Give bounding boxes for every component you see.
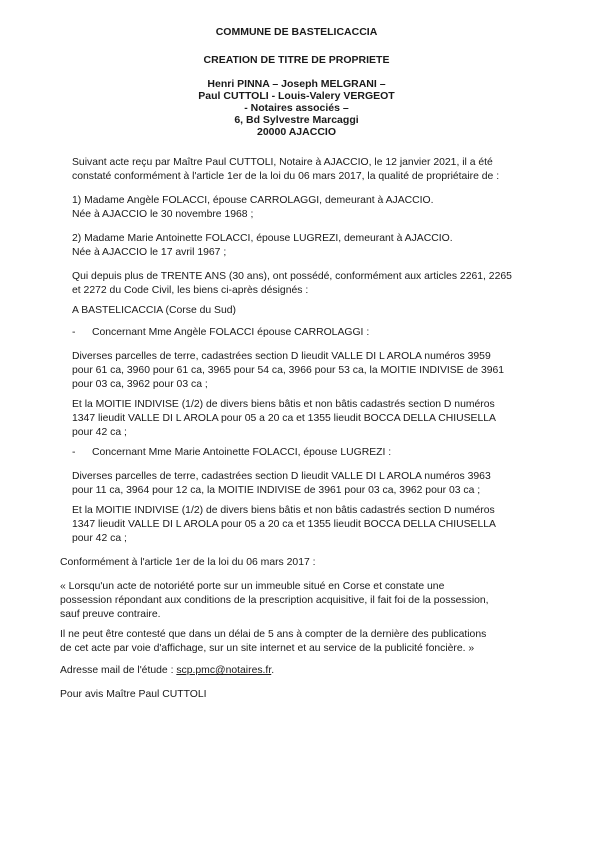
- text-line: « Lorsqu'un acte de notoriété porte sur un immeuble situé en Corse et constate une: [60, 581, 445, 592]
- text-line: pour 42 ca ;: [72, 426, 127, 438]
- email-label: Adresse mail de l'étude :: [60, 665, 177, 676]
- text-line: 1347 lieudit VALLE DI L AROLA pour 05 a 20 ca et 1355 lieudit BOCCA DELLA CHIUSELLA: [72, 518, 496, 530]
- text-line: 1) Madame Angèle FOLACCI, épouse CARROLAGGI, demeurant à AJACCIO.: [72, 195, 434, 206]
- text-line: Diverses parcelles de terre, cadastrées section D lieudit VALLE DI L AROLA numéros 3959: [72, 351, 491, 362]
- possession-paragraph: [72, 270, 512, 298]
- intro-paragraph: [72, 156, 499, 184]
- dash: -: [72, 447, 76, 458]
- text-line: 1347 lieudit VALLE DI L AROLA pour 05 a 20 ca et 1355 lieudit BOCCA DELLA CHIUSELLA: [72, 412, 496, 424]
- law-reference: Conformément à l'article 1er de la loi du 06 mars 2017 :: [60, 557, 316, 568]
- text-line: pour 42 ca ;: [72, 532, 127, 544]
- text-line: de cet acte par voie d'affichage, sur un site internet et au service de la publicité foncière. »: [60, 642, 475, 654]
- email-link[interactable]: scp.pmc@notaires.fr: [176, 665, 272, 676]
- text-line: Née à AJACCIO le 30 novembre 1968 ;: [72, 208, 254, 220]
- text-line: 2) Madame Marie Antoinette FOLACCI, épouse LUGREZI, demeurant à AJACCIO.: [72, 233, 453, 244]
- quote-paragraph-1: [60, 580, 489, 621]
- address-line-2: 20000 AJACCIO: [257, 126, 336, 138]
- text-line: Et la MOITIE INDIVISE (1/2) de divers biens bâtis et non bâtis cadastrés section D numéros: [72, 505, 495, 516]
- owner-1: [72, 194, 434, 222]
- commune-heading: COMMUNE DE BASTELICACCIA: [215, 26, 378, 38]
- text-line: et 2272 du Code Civil, les biens ci-après désignés :: [72, 284, 309, 296]
- text-line: sauf preuve contraire.: [60, 608, 161, 620]
- text-line: pour 61 ca, 3960 pour 61 ca, 3965 pour 54 ca, 3966 pour 53 ca, la MOITIE INDIVISE de 3961: [72, 364, 505, 376]
- dash: -: [72, 327, 76, 338]
- concern-1-heading: [72, 326, 369, 340]
- email-line: [60, 664, 274, 678]
- address-line-1: 6, Bd Sylvestre Marcaggi: [234, 114, 359, 126]
- indivise-2-paragraph: [72, 504, 496, 545]
- parcels-1-paragraph: [72, 350, 504, 391]
- concern-2-label: Concernant Mme Marie Antoinette FOLACCI, épouse LUGREZI :: [92, 447, 392, 458]
- text-line: constaté conformément à l'article 1er de la loi du 06 mars 2017, la qualité de propriétaire de :: [72, 170, 500, 182]
- indivise-1-paragraph: [72, 398, 496, 439]
- text-line: Il ne peut être contesté que dans un délai de 5 ans à compter de la dernière des publications: [60, 629, 487, 640]
- notaries-line-1: Henri PINNA – Joseph MELGRANI –: [207, 78, 386, 90]
- text-line: Suivant acte reçu par Maître Paul CUTTOLI, Notaire à AJACCIO, le 12 janvier 2021, il a été: [72, 157, 493, 168]
- text-line: pour 11 ca, 3964 pour 12 ca, la MOITIE INDIVISE de 3961 pour 03 ca, 3962 pour 03 ca ;: [72, 484, 481, 496]
- document-title: CREATION DE TITRE DE PROPRIETE: [203, 54, 390, 66]
- concern-1-label: Concernant Mme Angèle FOLACCI épouse CARROLAGGI :: [92, 327, 370, 338]
- quote-paragraph-2: [60, 628, 486, 656]
- text-line: Née à AJACCIO le 17 avril 1967 ;: [72, 246, 227, 258]
- concern-2-heading: [72, 446, 391, 460]
- text-line: possession répondant aux conditions de la prescription acquisitive, il fait foi de la possession,: [60, 594, 489, 606]
- owner-2: [72, 232, 453, 260]
- notaries-line-3: - Notaires associés –: [244, 102, 349, 114]
- email-suffix: .: [271, 665, 275, 676]
- location-line: A BASTELICACCIA (Corse du Sud): [72, 305, 237, 316]
- parcels-2-paragraph: [72, 470, 491, 498]
- text-line: Et la MOITIE INDIVISE (1/2) de divers biens bâtis et non bâtis cadastrés section D numéros: [72, 399, 495, 410]
- text-line: pour 03 ca, 3962 pour 03 ca ;: [72, 378, 208, 390]
- text-line: Diverses parcelles de terre, cadastrées section D lieudit VALLE DI L AROLA numéros 3963: [72, 471, 491, 482]
- notaries-line-2: Paul CUTTOLI - Louis-Valery VERGEOT: [198, 90, 395, 102]
- signature-line: Pour avis Maître Paul CUTTOLI: [60, 689, 207, 700]
- text-line: Qui depuis plus de TRENTE ANS (30 ans), ont possédé, conformément aux articles 2261, 2265: [72, 271, 512, 282]
